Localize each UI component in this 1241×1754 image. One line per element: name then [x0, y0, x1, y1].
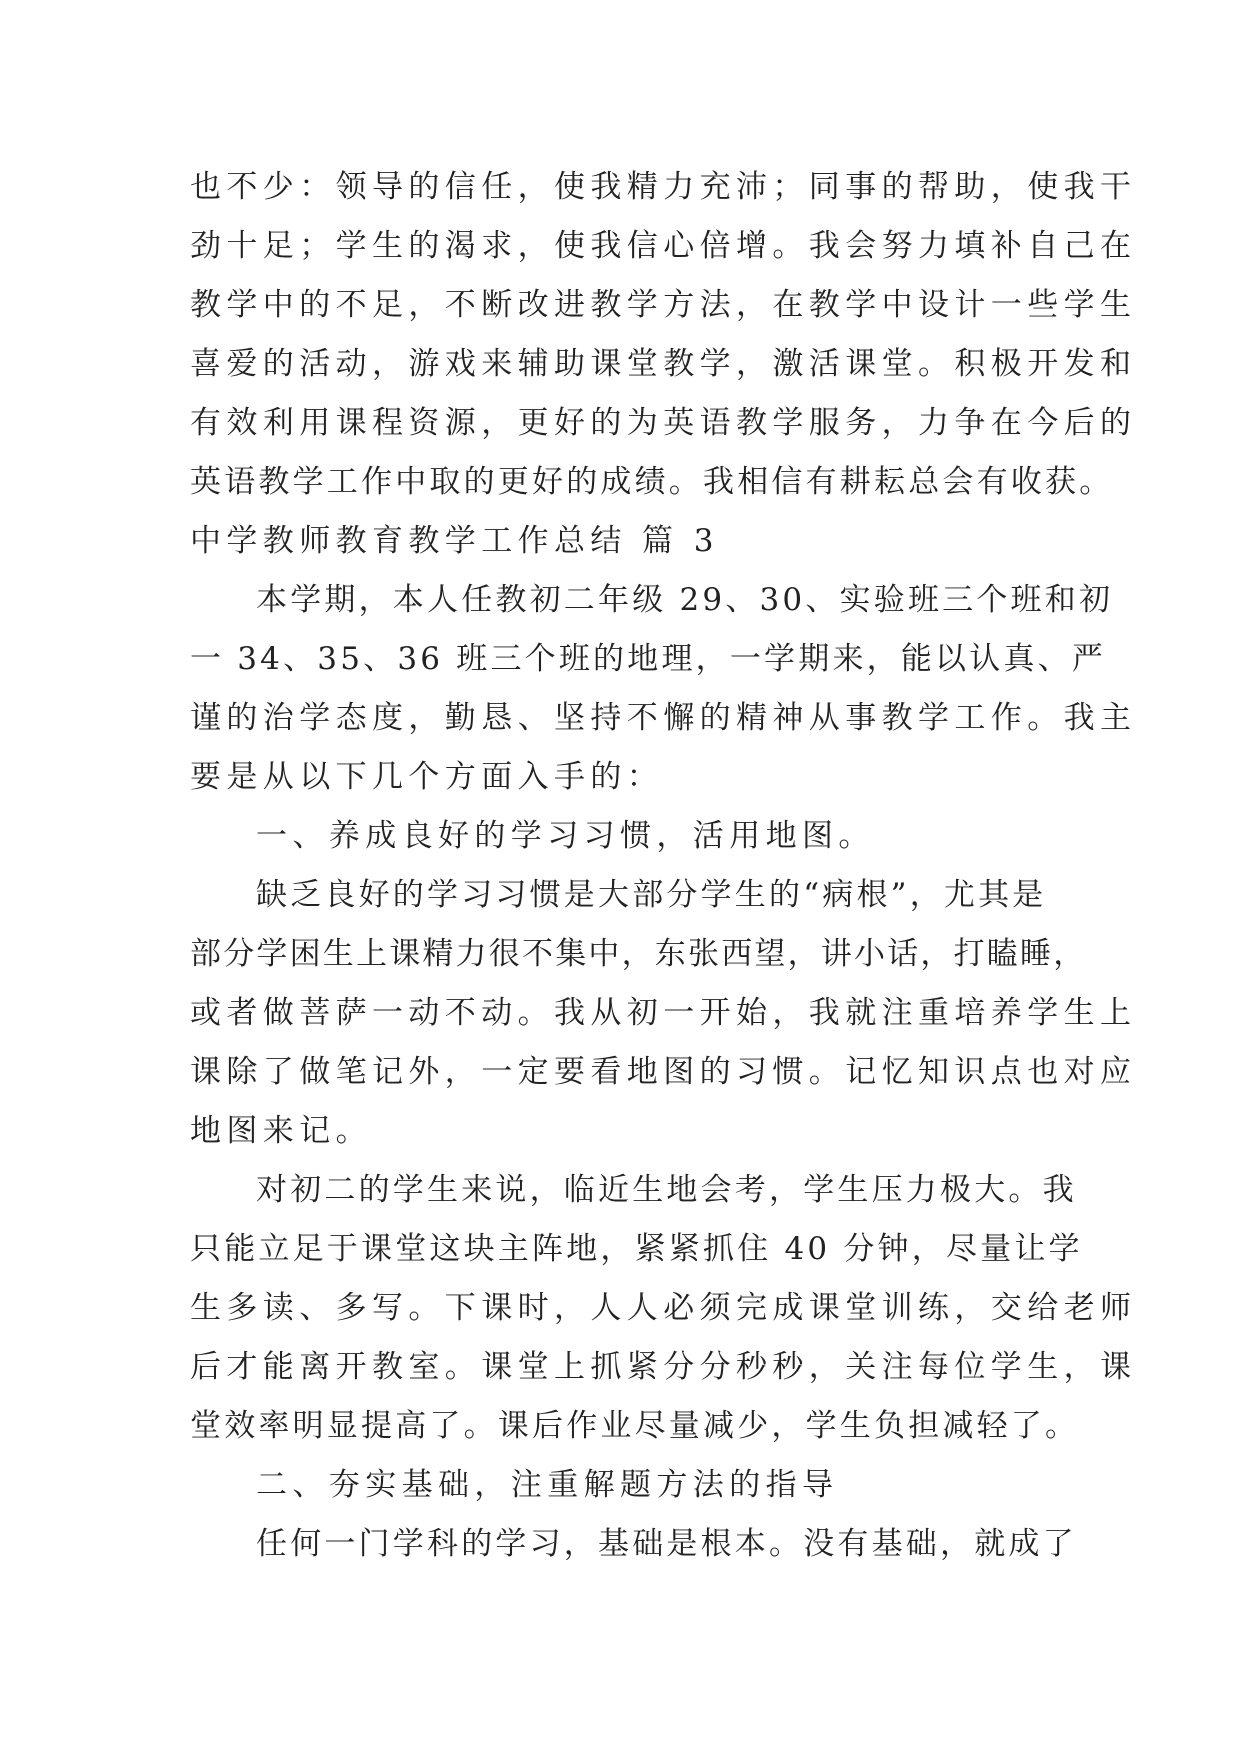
text-line: 堂效率明显提高了。课后作业尽量减少，学生负担减轻了。 [190, 1408, 1080, 1444]
text-line: 劲十足；学生的渴求，使我信心倍增。我会努力填补自己在 [190, 228, 1137, 264]
text-line: 地图来记。 [190, 1113, 372, 1149]
document-body [190, 158, 1137, 1574]
text-line: 要是从以下几个方面入手的： [190, 759, 664, 795]
text-line: 任何一门学科的学习，基础是根本。没有基础，就成了 [256, 1526, 1077, 1562]
text-line: 对初二的学生来说，临近生地会考，学生压力极大。我 [256, 1172, 1077, 1208]
text-line: 教学中的不足，不断改进教学方法，在教学中设计一些学生 [190, 287, 1137, 323]
subheading: 二、夯实基础，注重解题方法的指导 [256, 1467, 839, 1503]
text-line: 只能立足于课堂这块主阵地，紧紧抓住 40 分钟，尽量让学 [190, 1231, 1083, 1267]
text-line: 也不少：领导的信任，使我精力充沛；同事的帮助，使我干 [190, 169, 1137, 205]
text-line: 缺乏良好的学习习惯是大部分学生的“病根”，尤其是 [256, 877, 1047, 913]
subheading: 一、养成良好的学习习惯，活用地图。 [256, 818, 875, 854]
text-line: 或者做菩萨一动不动。我从初一开始，我就注重培养学生上 [190, 995, 1137, 1031]
section-heading: 中学教师教育教学工作总结 篇 3 [190, 523, 719, 559]
text-line: 本学期，本人任教初二年级 29、30、实验班三个班和初 [256, 582, 1114, 618]
text-line: 谨的治学态度，勤恳、坚持不懈的精神从事教学工作。我主 [190, 700, 1137, 736]
text-line: 一 34、35、36 班三个班的地理，一学期来，能以认真、严 [190, 641, 1107, 677]
text-line: 后才能离开教室。课堂上抓紧分分秒秒，关注每位学生，课 [190, 1349, 1137, 1385]
text-line: 喜爱的活动，游戏来辅助课堂教学，激活课堂。积极开发和 [190, 346, 1137, 382]
text-line: 英语教学工作中取的更好的成绩。我相信有耕耘总会有收获。 [190, 464, 1114, 500]
text-line: 课除了做笔记外，一定要看地图的习惯。记忆知识点也对应 [190, 1054, 1137, 1090]
text-line: 部分学困生上课精力很不集中，东张西望，讲小话，打瞌睡， [190, 936, 1087, 972]
text-line: 生多读、多写。下课时，人人必须完成课堂训练，交给老师 [190, 1290, 1137, 1326]
text-line: 有效利用课程资源，更好的为英语教学服务，力争在今后的 [190, 405, 1137, 441]
